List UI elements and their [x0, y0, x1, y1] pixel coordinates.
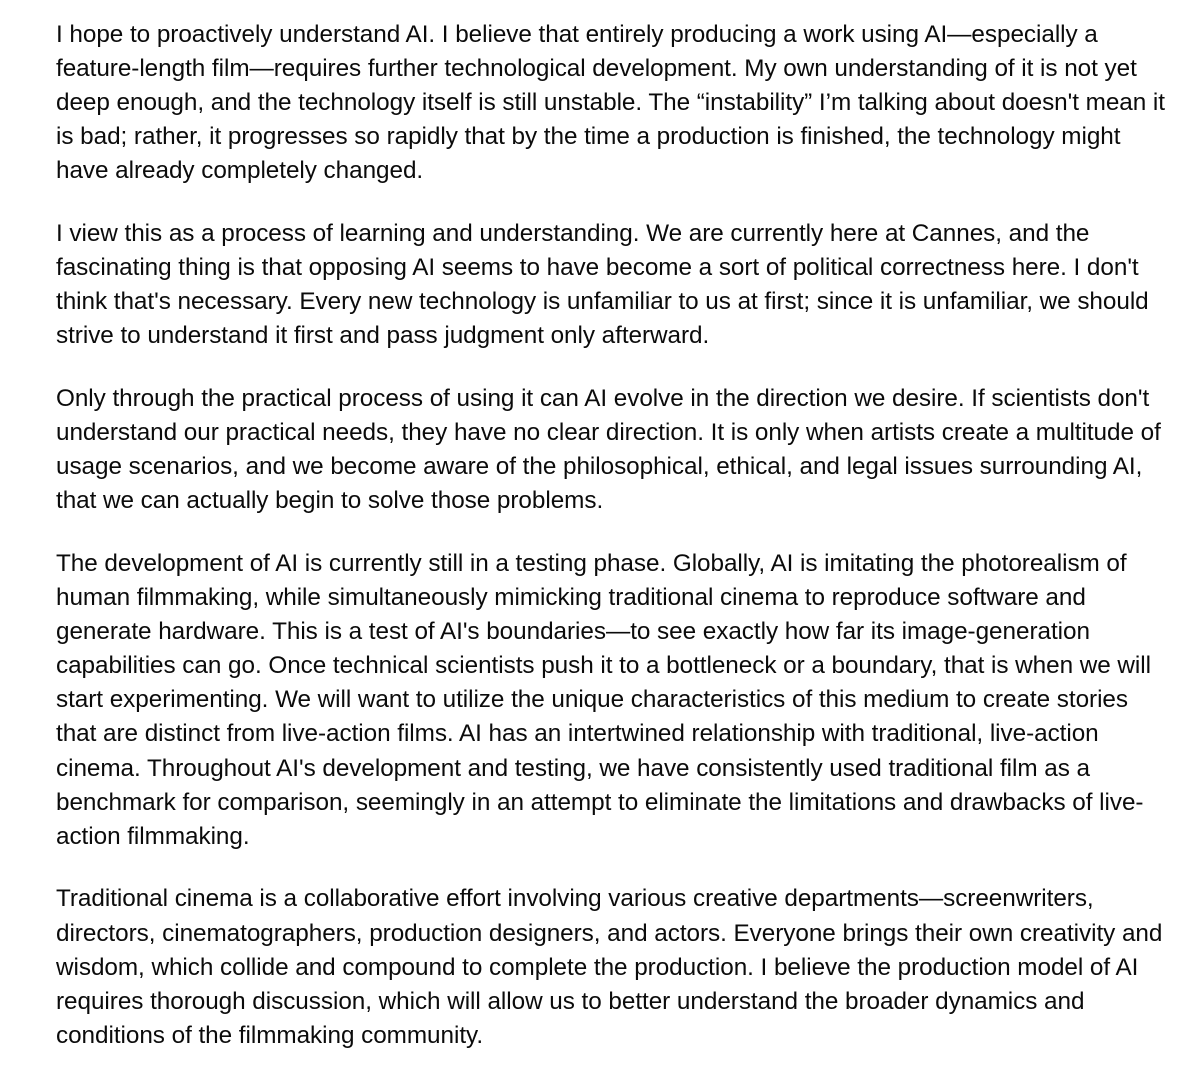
paragraph: Traditional cinema is a collaborative effort involving various creative departments—screenwriters, directors, cinematographers, production designers, and actors. Everyone brings their own creativity and wisdom, which collide and compound to complete the production. I believe the production model of AI requires thorough discussion, which will allow us to better understand the broader dynamics and conditions of the filmmaking community. — [56, 885, 1163, 1049]
document-body — [56, 18, 1166, 1053]
paragraph: The development of AI is currently still in a testing phase. Globally, AI is imitating the photorealism of human filmmaking, while simultaneously mimicking traditional cinema to reproduce software and generate hardware. This is a test of AI's boundaries—to see exactly how far its image-generation capabilities can go. Once technical scientists push it to a bottleneck or a boundary, that is when we will start experimenting. We will want to utilize the unique characteristics of this medium to create stories that are distinct from live-action films. AI has an intertwined relationship with traditional, live-action cinema. Throughout AI's development and testing, we have consistently used traditional film as a benchmark for comparison, seemingly in an attempt to eliminate the limitations and drawbacks of live-action filmmaking. — [56, 550, 1151, 850]
paragraph: I hope to proactively understand AI. I believe that entirely producing a work using AI—especially a feature-length film—requires further technological development. My own understanding of it is not yet deep enough, and the technology itself is still unstable. The “instability” I’m talking about doesn't mean it is bad; rather, it progresses so rapidly that by the time a production is finished, the technology might have already completely changed. — [56, 21, 1165, 185]
paragraph: Only through the practical process of using it can AI evolve in the direction we desire. If scientists don't understand our practical needs, they have no clear direction. It is only when artists create a multitude of usage scenarios, and we become aware of the philosophical, ethical, and legal issues surrounding AI, that we can actually begin to solve those problems. — [56, 385, 1161, 515]
paragraph: I view this as a process of learning and understanding. We are currently here at Cannes, and the fascinating thing is that opposing AI seems to have become a sort of political correctness here. I don't think that's necessary. Every new technology is unfamiliar to us at first; since it is unfamiliar, we should strive to understand it first and pass judgment only afterward. — [56, 220, 1149, 350]
